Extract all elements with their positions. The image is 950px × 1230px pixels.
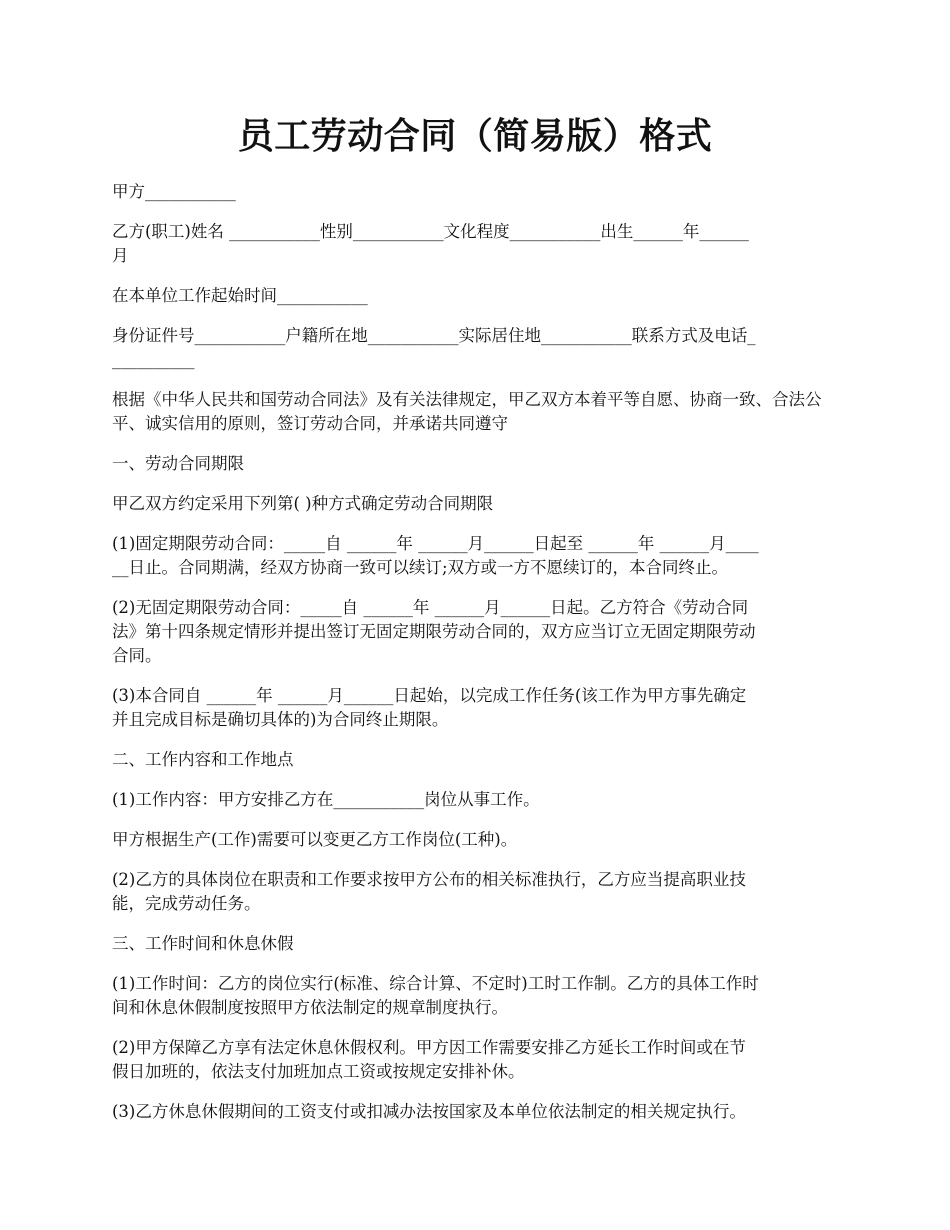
- document-body: [112, 180, 852, 1140]
- holiday-paragraph: (2)甲方保障乙方享有法定休息休假权利。甲方因工作需要安排乙方延长工作时间或在节 假日加班的，依法支付加班加点工资或按规定安排补休。: [112, 1038, 746, 1081]
- open-term-paragraph: (2)无固定期限劳动合同：_____自 ______年 ______月______日起。乙方符合《劳动合同 法》第十四条规定情形并提出签订无固定期限劳动合同的，双方应当订立无固定期限劳动 合同。: [112, 598, 756, 665]
- position-change-paragraph: 甲方根据生产(工作)需要可以变更乙方工作岗位(工种)。: [112, 830, 518, 849]
- work-hours-paragraph: (1)工作时间：乙方的岗位实行(标准、综合计算、不定时)工时工作制。乙方的具体工作时 间和休息休假制度按照甲方依法制定的规章制度执行。: [112, 974, 759, 1017]
- section-heading-term: 一、劳动合同期限: [112, 454, 244, 473]
- document-title: 员工劳动合同（简易版）格式: [237, 115, 713, 157]
- id-address-line: 身份证件号___________户籍所在地___________实际居住地___________联系方式及电话_ __________: [112, 326, 756, 369]
- term-choice-paragraph: 甲乙双方约定采用下列第( )种方式确定劳动合同期限: [112, 494, 494, 513]
- party-a-line: 甲方___________: [112, 182, 236, 201]
- task-term-paragraph: (3)本合同自 ______年 ______月______日起始，以完成工作任务(该工作为甲方事先确定 并且完成目标是确切具体的)为合同终止期限。: [112, 686, 747, 729]
- work-content-paragraph: (1)工作内容：甲方安排乙方在___________岗位从事工作。: [112, 790, 540, 809]
- party-b-info-line: 乙方(职工)姓名 ___________性别___________文化程度___________出生______年______ 月: [112, 222, 749, 265]
- section-heading-work: 二、工作内容和工作地点: [112, 750, 294, 769]
- section-heading-hours: 三、工作时间和休息休假: [112, 934, 294, 953]
- fixed-term-paragraph: (1)固定期限劳动合同：_____自 ______年 ______月______日起至 ______年 ______月____ __日止。合同期满，经双方协商一致可以续订;双方或一方不愿续订的，本合同终止。: [112, 534, 759, 577]
- leave-pay-paragraph: (3)乙方休息休假期间的工资支付或扣减办法按国家及本单位依法制定的相关规定执行。: [112, 1102, 746, 1121]
- preamble-paragraph: 根据《中华人民共和国劳动合同法》及有关法律规定，甲乙双方本着平等自愿、协商一致、合法公平、诚实信用的原则，签订劳动合同，并承诺共同遵守: [112, 390, 822, 433]
- position-duty-paragraph: (2)乙方的具体岗位在职责和工作要求按甲方公布的相关标准执行，乙方应当提高职业技 能，完成劳动任务。: [112, 870, 746, 913]
- start-date-line: 在本单位工作起始时间___________: [112, 286, 368, 305]
